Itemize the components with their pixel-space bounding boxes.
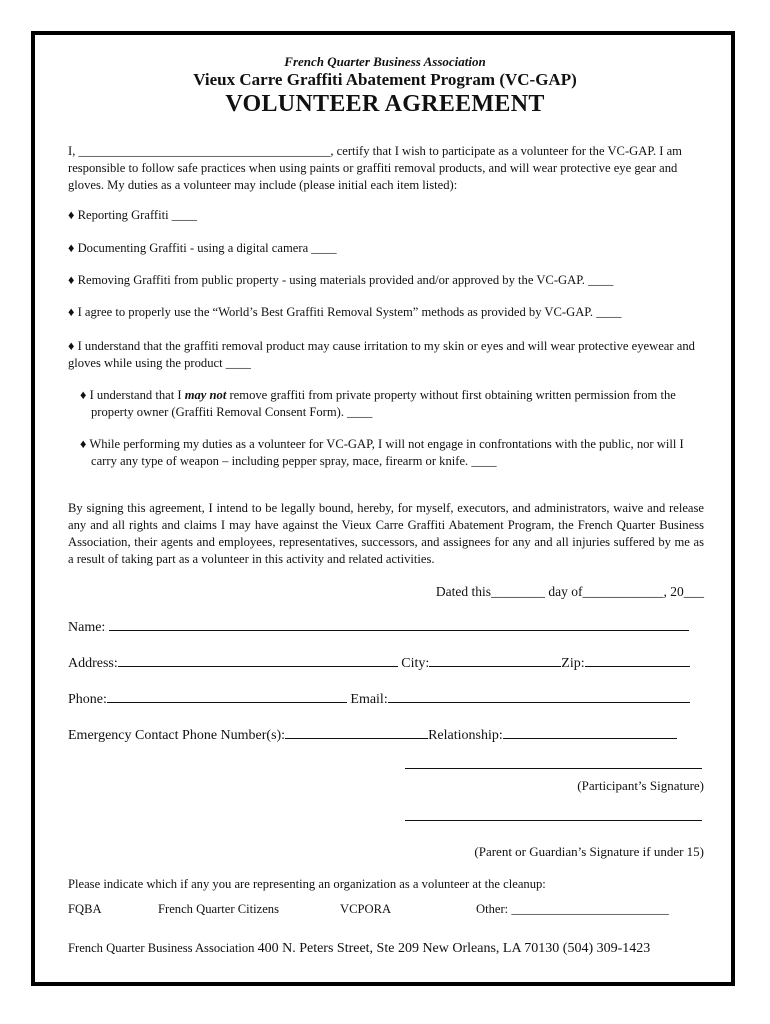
duty-item: ♦ Documenting Graffiti - using a digital camera ____ — [68, 241, 337, 255]
dated-line[interactable]: Dated this________ day of____________, 20___ — [435, 584, 704, 599]
name-input-line[interactable] — [109, 618, 689, 631]
option-other[interactable]: Other: _________________________ — [476, 902, 669, 916]
footer-contact — [68, 941, 650, 957]
intro-paragraph — [68, 143, 704, 194]
duty-item: ♦ I agree to properly use the “World’s Best Graffiti Removal System” methods as provided by VC-GAP. ____ — [68, 305, 622, 319]
intro-text: , certify that I wish to participate as a volunteer for the VC-GAP. I am responsible to follow safe practices when using paints or graffiti removal products, and will wear protective eye gear and gloves. My duties as a volunteer may include (please initial each item listed): — [68, 144, 682, 192]
email-input-line[interactable] — [388, 690, 690, 703]
zip-label: Zip: — [561, 656, 585, 671]
city-label: City: — [401, 656, 430, 671]
organization-prompt: Please indicate which if any you are representing an organization as a volunteer at the cleanup: — [68, 877, 546, 891]
participant-signature-label: (Participant’s Signature) — [577, 778, 704, 793]
emergency-field[interactable] — [68, 726, 677, 744]
duty-item-private-property — [68, 387, 704, 421]
duty-item: ♦ Reporting Graffiti ____ — [68, 208, 197, 222]
name-label: Name: — [68, 620, 106, 635]
relationship-label: Relationship: — [428, 728, 503, 743]
duty-private-emphasis: may not — [184, 388, 227, 402]
duty-private-after: remove graffiti from private property without first obtaining written permission from the property owner (Graffiti Removal Consent Form). ____ — [91, 388, 676, 419]
name-field[interactable] — [68, 618, 689, 636]
phone-label: Phone: — [68, 692, 107, 707]
city-input-line[interactable] — [429, 654, 561, 667]
footer-organization: French Quarter Business Association — [68, 941, 258, 955]
emergency-label: Emergency Contact Phone Number(s): — [68, 728, 286, 743]
guardian-signature-line[interactable] — [405, 820, 702, 821]
relationship-input-line[interactable] — [503, 726, 677, 739]
phone-input-line[interactable] — [107, 690, 347, 703]
zip-input-line[interactable] — [585, 654, 690, 667]
option-vcpora[interactable]: VCPORA — [340, 902, 392, 916]
emergency-input-line[interactable] — [285, 726, 428, 739]
waiver-paragraph: By signing this agreement, I intend to be legally bound, hereby, for myself, executors, and administrators, waive and release any and all rights and claims I may have against the Vieux Carre Graffiti Abatement Program, the French Quarter Business Association, their agents and employees, representatives, successors, and assignees for any and all injuries suffered by me as a result of taking part as a volunteer in this activity and related activities. — [68, 501, 704, 566]
footer-address: 400 N. Peters Street, Ste 209 New Orleans, LA 70130 (504) 309-1423 — [257, 941, 651, 956]
page-title: VOLUNTEER AGREEMENT — [225, 91, 545, 117]
email-label: Email: — [350, 692, 388, 707]
address-field[interactable] — [68, 654, 690, 672]
participant-signature-line[interactable] — [405, 768, 702, 769]
guardian-signature-label: (Parent or Guardian’s Signature if under 15) — [474, 844, 704, 859]
duty-item-conduct: ♦ While performing my duties as a volunteer for VC-GAP, I will not engage in confrontations with the public, nor will I carry any type of weapon – including pepper spray, mace, firearm or knife. ____ — [80, 437, 684, 468]
duty-item: ♦ Removing Graffiti from public property - using materials provided and/or approved by the VC-GAP. ____ — [68, 273, 614, 287]
duty-private-before: ♦ I understand that I — [80, 388, 185, 402]
address-input-line[interactable] — [118, 654, 398, 667]
organization-name: French Quarter Business Association — [284, 54, 486, 69]
option-fqba[interactable]: FQBA — [68, 902, 102, 916]
intro-prefix: I, — [68, 144, 79, 158]
volunteer-name-blank[interactable]: ________________________________________ — [78, 144, 331, 158]
duty-item: ♦ I understand that the graffiti removal product may cause irritation to my skin or eyes and will wear protective eyewear and gloves while using the product ____ — [68, 339, 695, 370]
program-name: Vieux Carre Graffiti Abatement Program (VC-GAP) — [193, 70, 577, 89]
phone-email-field[interactable] — [68, 690, 690, 708]
option-french-quarter-citizens[interactable]: French Quarter Citizens — [158, 902, 279, 916]
address-label: Address: — [68, 656, 118, 671]
